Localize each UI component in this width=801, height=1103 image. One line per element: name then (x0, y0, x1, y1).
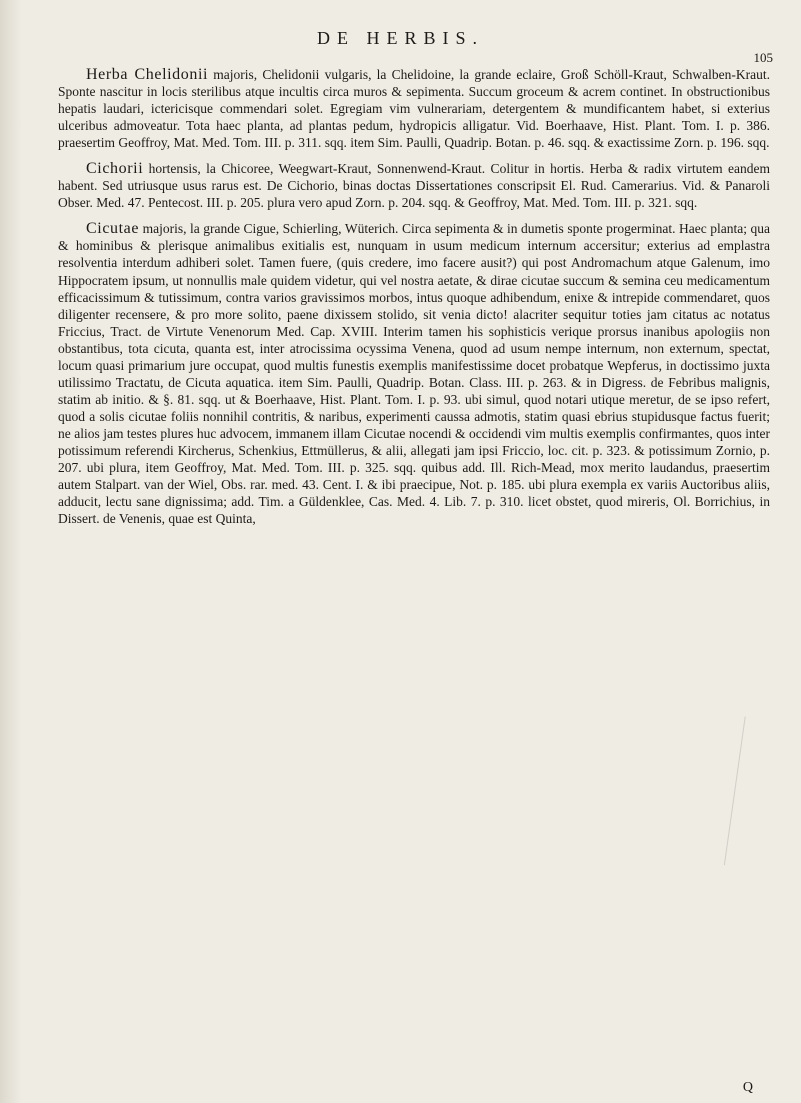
main-text (58, 66, 770, 536)
entry-text: hortensis, la Chicoree, Weegwart-Kraut, Sonnenwend-Kraut. Colitur in hortis. Herba & radix virtutem eandem habent. Sed utriusque usus rarus est. De Cichorio, binas doctas Dissertationes conscripsit El. Rud. Camerarius. Vid. & Panaroli Obser. Med. 47. Pentecost. III. p. 205. plura vero apud Zorn. p. 204. sqq. & Geoffroy, Mat. Med. Tom. III. p. 321. sqq. (58, 161, 770, 211)
paragraph-cicuta (58, 220, 770, 527)
running-title: DE HERBIS. (316, 28, 484, 48)
catchword: Q (742, 1080, 753, 1095)
entry-heading: Cichorii (86, 160, 144, 178)
entry-heading: Cicutae (86, 220, 140, 238)
paragraph-cichorium (58, 160, 770, 211)
entry-text: majoris, la grande Cigue, Schierling, Wüterich. Circa sepimenta & in dumetis sponte progerminat. Haec planta; qua & hominibus & plerisque animalibus exitialis est, nunquam in usum medicum internum accersitur; exterius ad emplastra resolventia interdum adhiberi solet. Tamen fuere, (quis credere, imo facere ausit?) qui post Andromachum atque Galenum, imo Hippocratem ipsum, ut nonnullis male quidem videtur, qui vel nostra aetate, & dirae cicutae succum & semina ceu medicamentum efficacissimum & tutissimum, contra varios gravissimos morbos, intus quoque adhibendum, enixe & intrepide commendaret, quos diligenter recensere, & pro more solito, paene dixissem stolido, sit venia dicto! alacriter sequitur toties jam citatus ac notatus Friccius, Tract. de Virtute Venenorum Med. Cap. XVIII. Interim tamen his sophisticis verique prorsus inanibus apologiis non obstantibus, tota cicuta, quanta est, inter atrocissima ocyssima Venena, quod ad usum nempe internum, non externum, spectat, locum quasi primarium jure occupat, quod multis funestis exemplis manifestissime docet probatque Wepferus, in doctissimo juxta utilissimo Tractatu, de Cicuta aquatica. item Sim. Paulli, Quadrip. Botan. Class. III. p. 263. & in Digress. de Febribus malignis, statim ab initio. & §. 81. sqq. ut & Boerhaave, Hist. Plant. Tom. I. p. 93. ubi simul, quod notari utique meretur, de se ipso refert, quod a solis cicutae foliis nonnihil contritis, & naribus, experimenti caussa admotis, statim quasi ebrius stupidusque factus fuerit; ne alios jam testes plures huc advocem, immanem illam Cicutae nocendi & occidendi vim multis exemplis confirmantes, quos inter potissimum referendi Kircherus, Schenkius, Ettmüllerus, & alii, allegati jam ipsi Friccio, loc. cit. p. 323. & potissimum Zornio, p. 207. ubi plura, item Geoffroy, Mat. Med. Tom. III. p. 325. sqq. quibus add. Ill. Rich-Mead, mox merito laudandus, praesertim autem Stalpart. van der Wiel, Obs. rar. med. 43. Cent. I. & ibi praecipue, Not. p. 185. ubi plura exempla ex variis Auctoribus aliis, adducit, lectu sane dignissima; add. Tim. a Güldenklee, Cas. Med. 4. Lib. 7. p. 310. licet obstet, quod mireris, Ol. Borrichius, in Dissert. de Venenis, quae est Quinta, (58, 221, 770, 527)
paragraph-chelidonium (58, 66, 770, 151)
page-fold-shadow (0, 0, 22, 1103)
page-number: 105 (753, 50, 773, 65)
entry-text: majoris, Chelidonii vulgaris, la Chelidoine, la grande eclaire, Groß Schöll-Kraut, Schwalben-Kraut. Sponte nascitur in locis sterilibus atque incultis circa muros & sepimenta. Succum groceum & acrem continet. In obstructionibus hepatis laudari, ictericisque commendari solet. Egregiam vim vulnerariam, detergentem & mundificantem habet, si exterius ulceribus admoveatur. Tota haec planta, ad plantas pedum, hydropicis alligatur. Vid. Boerhaave, Hist. Plant. Tom. I. p. 386. praesertim Geoffroy, Mat. Med. Tom. III. p. 311. sqq. item Sim. Paulli, Quadrip. Botan. p. 46. sqq. & exactissime Zorn. p. 196. sqq. (58, 67, 770, 151)
entry-heading: Herba Chelidonii (86, 66, 209, 83)
paper-crease (724, 716, 801, 873)
